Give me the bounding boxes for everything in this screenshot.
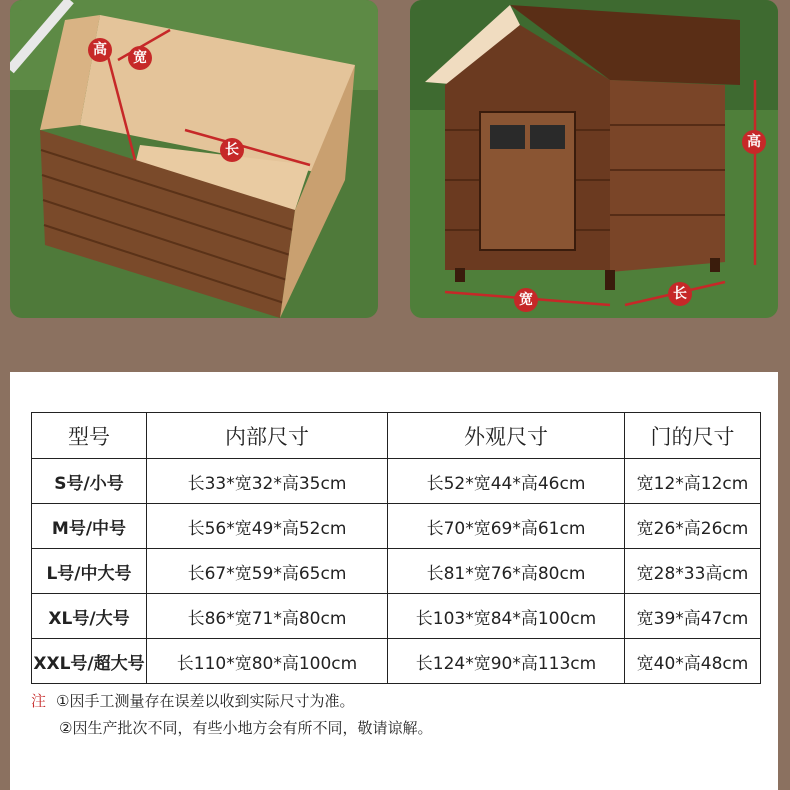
cell-model: L号/中大号	[32, 549, 147, 594]
cell-door: 宽28*33高cm	[625, 549, 761, 594]
cell-door: 宽39*高47cm	[625, 594, 761, 639]
size-chart-panel	[10, 372, 778, 790]
dog-house-illustration	[410, 0, 778, 318]
cell-outer: 长81*宽76*高80cm	[388, 549, 625, 594]
table-header-row	[32, 413, 761, 459]
open-box-illustration	[10, 0, 378, 318]
cell-inner: 长56*宽49*高52cm	[147, 504, 388, 549]
cell-model: XL号/大号	[32, 594, 147, 639]
cell-door: 宽26*高26cm	[625, 504, 761, 549]
table-row	[32, 639, 761, 684]
width-label: 宽	[514, 288, 538, 312]
height-label: 高	[88, 38, 112, 62]
cell-door: 宽40*高48cm	[625, 639, 761, 684]
cell-outer: 长70*宽69*高61cm	[388, 504, 625, 549]
dog-house-photo	[410, 0, 778, 318]
cell-outer: 长124*宽90*高113cm	[388, 639, 625, 684]
cell-inner: 长33*宽32*高35cm	[147, 459, 388, 504]
cell-inner: 长110*宽80*高100cm	[147, 639, 388, 684]
header-door-size: 门的尺寸	[625, 413, 761, 459]
table-row	[32, 459, 761, 504]
size-table	[31, 412, 761, 684]
cell-model: M号/中号	[32, 504, 147, 549]
open-box-photo	[10, 0, 378, 318]
cell-door: 宽12*高12cm	[625, 459, 761, 504]
note-line-2: ②因生产批次不同，有些小地方会有所不同，敬请谅解。	[59, 719, 433, 737]
header-model: 型号	[32, 413, 147, 459]
length-label: 长	[668, 282, 692, 306]
notes-tag: 注	[31, 692, 47, 710]
height-label: 高	[742, 130, 766, 154]
cell-inner: 长86*宽71*高80cm	[147, 594, 388, 639]
cell-model: XXL号/超大号	[32, 639, 147, 684]
header-outer-size: 外观尺寸	[388, 413, 625, 459]
length-label: 长	[220, 138, 244, 162]
table-row	[32, 549, 761, 594]
cell-model: S号/小号	[32, 459, 147, 504]
note-line-1: ①因手工测量存在误差以收到实际尺寸为准。	[56, 692, 355, 710]
cell-outer: 长103*宽84*高100cm	[388, 594, 625, 639]
table-row	[32, 504, 761, 549]
cell-outer: 长52*宽44*高46cm	[388, 459, 625, 504]
table-row	[32, 594, 761, 639]
width-label: 宽	[128, 46, 152, 70]
cell-inner: 长67*宽59*高65cm	[147, 549, 388, 594]
notes	[31, 688, 432, 742]
header-inner-size: 内部尺寸	[147, 413, 388, 459]
